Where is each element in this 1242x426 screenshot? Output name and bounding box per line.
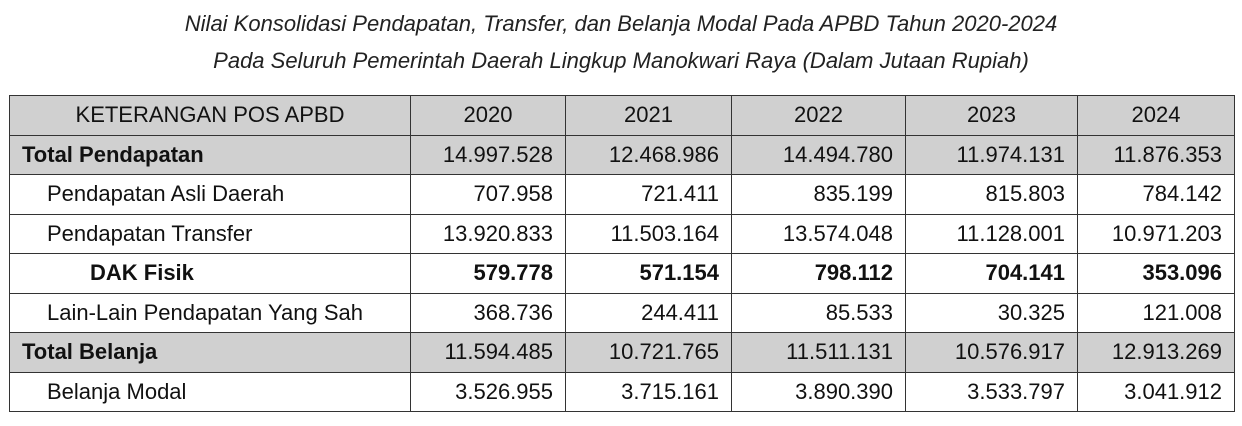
table-row-pendapatan-transfer bbox=[10, 214, 1235, 254]
apbd-table bbox=[9, 95, 1235, 412]
cell-2021: 721.411 bbox=[566, 175, 732, 215]
cell-2022: 14.494.780 bbox=[732, 135, 906, 175]
cell-2023: 10.576.917 bbox=[906, 333, 1078, 373]
cell-2024: 11.876.353 bbox=[1078, 135, 1235, 175]
cell-2020: 11.594.485 bbox=[411, 333, 566, 373]
header-2020: 2020 bbox=[411, 96, 566, 136]
cell-2023: 11.974.131 bbox=[906, 135, 1078, 175]
row-label: Belanja Modal bbox=[10, 372, 411, 412]
row-label: Pendapatan Asli Daerah bbox=[10, 175, 411, 215]
row-label: Pendapatan Transfer bbox=[10, 214, 411, 254]
cell-2020: 13.920.833 bbox=[411, 214, 566, 254]
table-row-total-belanja bbox=[10, 333, 1235, 373]
header-2024: 2024 bbox=[1078, 96, 1235, 136]
cell-2023: 3.533.797 bbox=[906, 372, 1078, 412]
cell-2023: 704.141 bbox=[906, 254, 1078, 294]
cell-2021: 3.715.161 bbox=[566, 372, 732, 412]
cell-2024: 121.008 bbox=[1078, 293, 1235, 333]
cell-2022: 13.574.048 bbox=[732, 214, 906, 254]
cell-2022: 3.890.390 bbox=[732, 372, 906, 412]
row-label: Total Belanja bbox=[10, 333, 411, 373]
cell-2020: 707.958 bbox=[411, 175, 566, 215]
cell-2021: 244.411 bbox=[566, 293, 732, 333]
row-label: DAK Fisik bbox=[10, 254, 411, 294]
table-row-dak-fisik bbox=[10, 254, 1235, 294]
cell-2021: 571.154 bbox=[566, 254, 732, 294]
cell-2023: 30.325 bbox=[906, 293, 1078, 333]
cell-2024: 353.096 bbox=[1078, 254, 1235, 294]
cell-2020: 368.736 bbox=[411, 293, 566, 333]
cell-2024: 12.913.269 bbox=[1078, 333, 1235, 373]
table-title-line-1: Nilai Konsolidasi Pendapatan, Transfer, dan Belanja Modal Pada APBD Tahun 2020-2024 bbox=[184, 11, 1058, 36]
row-label: Total Pendapatan bbox=[10, 135, 411, 175]
table-row-total-pendapatan bbox=[10, 135, 1235, 175]
cell-2021: 10.721.765 bbox=[566, 333, 732, 373]
cell-2022: 835.199 bbox=[732, 175, 906, 215]
header-2023: 2023 bbox=[906, 96, 1078, 136]
cell-2021: 11.503.164 bbox=[566, 214, 732, 254]
cell-2024: 10.971.203 bbox=[1078, 214, 1235, 254]
table-title-line-2: Pada Seluruh Pemerintah Daerah Lingkup Manokwari Raya (Dalam Jutaan Rupiah) bbox=[213, 48, 1029, 73]
table-row-belanja-modal bbox=[10, 372, 1235, 412]
cell-2020: 14.997.528 bbox=[411, 135, 566, 175]
table-header-row bbox=[10, 96, 1235, 136]
table-row-lain-lain-pendapatan bbox=[10, 293, 1235, 333]
cell-2023: 815.803 bbox=[906, 175, 1078, 215]
cell-2022: 798.112 bbox=[732, 254, 906, 294]
row-label: Lain-Lain Pendapatan Yang Sah bbox=[10, 293, 411, 333]
cell-2024: 784.142 bbox=[1078, 175, 1235, 215]
cell-2021: 12.468.986 bbox=[566, 135, 732, 175]
table-row-pendapatan-asli-daerah bbox=[10, 175, 1235, 215]
cell-2020: 579.778 bbox=[411, 254, 566, 294]
cell-2020: 3.526.955 bbox=[411, 372, 566, 412]
header-keterangan: KETERANGAN POS APBD bbox=[10, 96, 411, 136]
cell-2024: 3.041.912 bbox=[1078, 372, 1235, 412]
cell-2022: 11.511.131 bbox=[732, 333, 906, 373]
cell-2022: 85.533 bbox=[732, 293, 906, 333]
header-2021: 2021 bbox=[566, 96, 732, 136]
cell-2023: 11.128.001 bbox=[906, 214, 1078, 254]
header-2022: 2022 bbox=[732, 96, 906, 136]
